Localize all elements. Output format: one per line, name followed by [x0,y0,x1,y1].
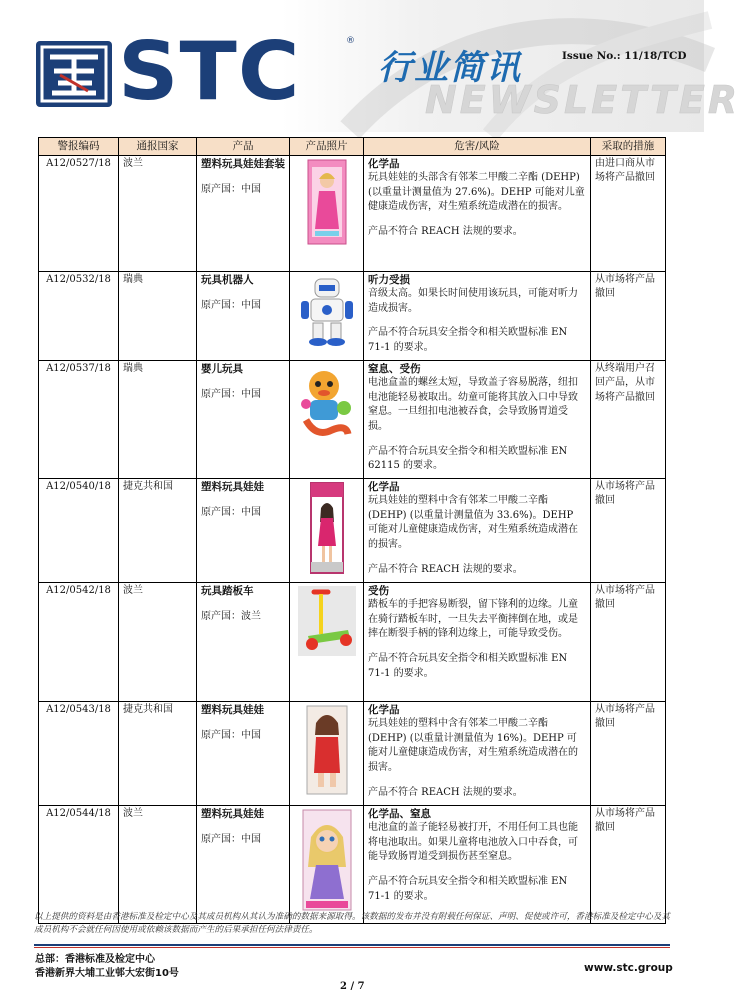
footer-divider-accent [34,947,670,948]
notifying-country: 波兰 [119,582,197,701]
hazard-compliance: 产品不符合 REACH 法规的要求。 [368,225,523,237]
product-photo [290,155,364,271]
product-photo [290,701,364,805]
product-photo [290,360,364,478]
measure-taken: 从市场将产品撤回 [591,582,666,701]
notifying-country: 波兰 [119,805,197,923]
disclaimer-text: 以上提供的资料是由香港标准及检定中心及其成员机构从其认为准确的数据来源取得。该数据的发布并没有附载任何保证、声明、促使或许可，香港标准及检定中心及其成员机构不会就任何因使用或依赖该数据而产生的后果承担任何法律责任。 [34,912,670,935]
footer-divider [34,944,670,946]
product-origin: 原产国：波兰 [201,611,261,623]
product-name: 玩具机器人 [201,273,254,286]
col-header-photo: 产品照片 [290,138,364,156]
stc-logo-icon [36,41,112,107]
hazard-compliance: 产品不符合 REACH 法规的要求。 [368,563,523,575]
registered-mark: ® [346,36,355,46]
alert-ref: A12/0527/18 [39,155,119,271]
princess-doll-image [302,809,352,911]
hazard-description: 玩具娃娃的塑料中含有邻苯二甲酸二辛酯 (DEHP) (以重量计测量值为 33.6%)。DEHP 可能对儿童健康造成伤害，对生殖系统造成潜在的损害。 [368,495,578,550]
hazard-description: 音级太高。如果长时间使用该玩具，可能对听力造成损害。 [368,288,578,314]
toy-scooter-image [298,586,356,656]
hazard-description: 电池盒盖的螺丝太短，导致盖子容易脱落，纽扣电池能轻易被取出。幼童可能将其放入口中导致窒息。一旦纽扣电池被吞食，会导致肠胃道受损。 [368,377,578,432]
hazard-title: 化学品 [368,157,400,170]
hazard-description: 玩具娃娃的头部含有邻苯二甲酸二辛酯 (DEHP) (以重量计测量值为 27.6%)。DEHP 可能对儿童健康造成伤害，对生殖系统造成潜在的损害。 [368,172,585,213]
alert-ref: A12/0532/18 [39,271,119,360]
product-name: 婴儿玩具 [201,362,243,375]
col-header-country: 通报国家 [119,138,197,156]
notifying-country: 波兰 [119,155,197,271]
alert-table [38,137,666,924]
newsletter-title-en: NEWSLETTER [425,78,740,122]
table-row [39,805,666,923]
baby-toy-image [298,364,356,440]
hazard-compliance: 产品不符合玩具安全指令和相关欧盟标准 EN 62115 的要求。 [368,445,568,472]
website-link[interactable]: www.stc.group [584,962,673,974]
measure-taken: 从市场将产品撤回 [591,701,666,805]
product-origin: 原产国：中国 [201,730,261,742]
product-name: 塑料玩具娃娃 [201,480,264,493]
hazard-title: 听力受损 [368,273,410,286]
table-row [39,155,666,271]
product-name: 玩具踏板车 [201,584,254,597]
table-row [39,271,666,360]
alert-ref: A12/0543/18 [39,701,119,805]
product-origin: 原产国：中国 [201,300,261,312]
col-header-measure: 采取的措施 [591,138,666,156]
table-row [39,478,666,582]
notifying-country: 瑞典 [119,271,197,360]
product-name: 塑料玩具娃娃 [201,807,264,820]
measure-taken: 从市场将产品撤回 [591,271,666,360]
col-header-product: 产品 [197,138,290,156]
issue-number: Issue No.: 11/18/TCD [562,50,687,62]
hazard-title: 化学品 [368,703,400,716]
notifying-country: 捷克共和国 [119,701,197,805]
hazard-description: 玩具娃娃的塑料中含有邻苯二甲酸二辛酯 (DEHP) (以重量计测量值为 16%)。DEHP 可能对儿童健康造成伤害，对生殖系统造成潜在的损害。 [368,718,578,773]
pink-doll-set-image [307,159,347,245]
hazard-title: 受伤 [368,584,389,597]
hazard-compliance: 产品不符合 REACH 法规的要求。 [368,786,523,798]
notifying-country: 捷克共和国 [119,478,197,582]
product-photo [290,582,364,701]
measure-taken: 从终端用户召回产品，从市场将产品撤回 [591,360,666,478]
alert-ref: A12/0537/18 [39,360,119,478]
headquarters-name: 总部：香港标准及检定中心 [35,954,155,965]
table-row [39,582,666,701]
notifying-country: 瑞典 [119,360,197,478]
boxed-doll-image [310,482,344,574]
hazard-compliance: 产品不符合玩具安全指令和相关欧盟标准 EN 71-1 的要求。 [368,327,568,353]
product-origin: 原产国：中国 [201,507,261,519]
measure-taken: 从市场将产品撤回 [591,805,666,923]
alert-ref: A12/0544/18 [39,805,119,923]
product-name: 塑料玩具娃娃 [201,703,264,716]
newsletter-title-cn: 行业简讯 [378,48,522,88]
product-photo [290,271,364,360]
hazard-description: 踏板车的手把容易断裂，留下锋利的边缘。儿童在骑行踏板车时，一旦失去平衡摔倒在地，或是摔在断裂手柄的锋利边缘上，可能导致受伤。 [368,599,578,640]
hazard-description: 电池盒的盖子能轻易被打开，不用任何工具也能将电池取出。如果儿童将电池放入口中吞食，可能导致肠胃道受到损伤甚至窒息。 [368,822,578,863]
alert-ref: A12/0540/18 [39,478,119,582]
red-doll-image [306,705,348,795]
product-origin: 原产国：中国 [201,389,261,401]
product-photo [290,478,364,582]
product-photo [290,805,364,923]
col-header-hazard: 危害/风险 [364,138,591,156]
col-header-ref: 警报编码 [39,138,119,156]
white-robot-image [298,275,356,347]
hazard-title: 窒息、受伤 [368,362,421,375]
product-name: 塑料玩具娃娃套装 [201,157,285,170]
hazard-compliance: 产品不符合玩具安全指令和相关欧盟标准 EN 71-1 的要求。 [368,875,568,902]
table-row [39,360,666,478]
product-origin: 原产国：中国 [201,184,261,196]
hazard-compliance: 产品不符合玩具安全指令和相关欧盟标准 EN 71-1 的要求。 [368,652,568,679]
headquarters-address: 香港新界大埔工业邨大宏街10号 [35,968,179,979]
page-number: 2 / 7 [340,981,365,992]
product-origin: 原产国：中国 [201,834,261,846]
measure-taken: 由进口商从市场将产品撤回 [591,155,666,271]
alert-ref: A12/0542/18 [39,582,119,701]
measure-taken: 从市场将产品撤回 [591,478,666,582]
table-header-row [39,138,666,156]
hazard-title: 化学品 [368,480,400,493]
brand-logo-text: STC [118,25,301,118]
table-row [39,701,666,805]
hazard-title: 化学品、窒息 [368,807,431,820]
